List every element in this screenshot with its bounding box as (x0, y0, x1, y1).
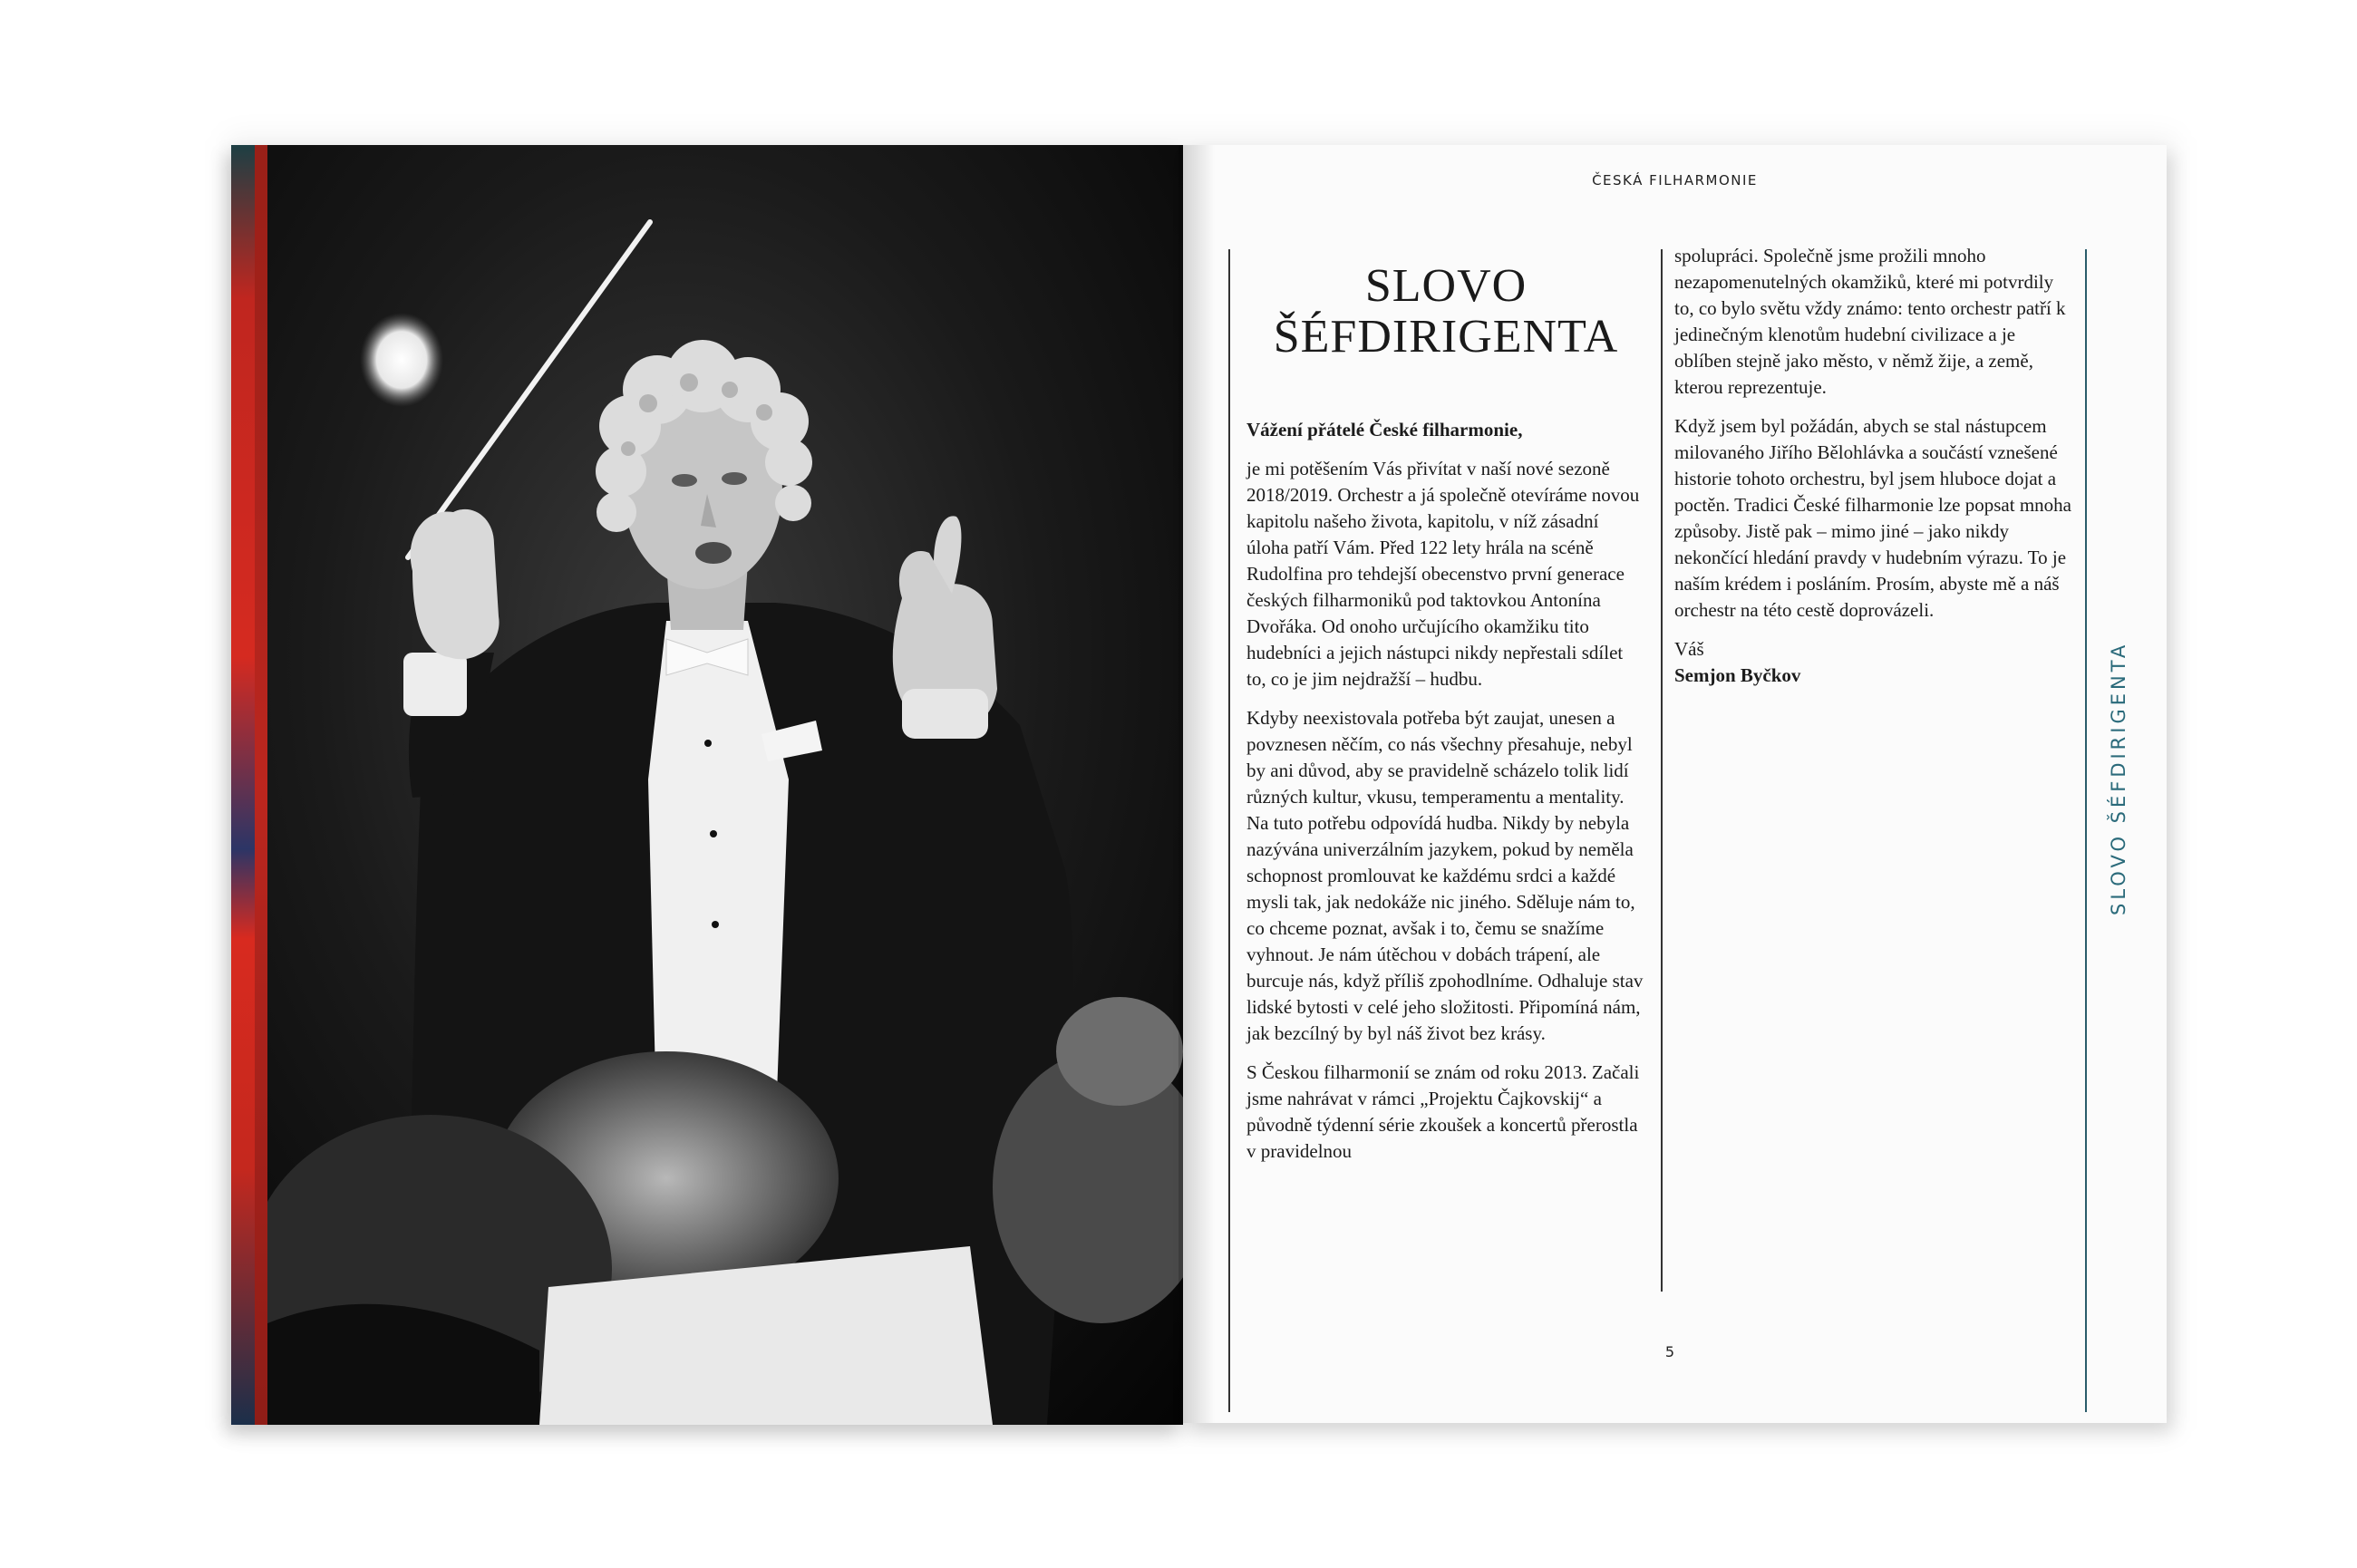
page-edge-stripe (231, 145, 255, 1425)
paragraph: spolupráci. Společně jsme prožili mnoho nezapomenutelných okamžiků, které mi potvrdily to, co bylo světu vždy známo: tento orchestr patří k jedinečným klenotům hudební civilizace a je oblíben stejně jako město, v němž žije, a země, kterou reprezentuje. (1674, 245, 2066, 398)
column-rule-right (2085, 249, 2087, 1412)
vertical-section-label: SLOVO ŠÉFDIRIGENTA (2108, 641, 2129, 915)
paragraph: S Českou filharmonií se znám od roku 2013. Začali jsme nahrávat v rámci „Projektu Čajkovskij“ a původně týdenní série zkoušek a koncertů přerostla v pravidelnou (1246, 1061, 1640, 1162)
signature: Semjon Byčkov (1674, 664, 1801, 686)
page-edge-stripe-inner (255, 145, 267, 1425)
right-page (1183, 145, 2167, 1423)
conductor-photo (267, 145, 1183, 1425)
paragraph: Kdyby neexistovala potřeba být zaujat, unesen a povznesen něčím, co nás všechny přesahuje, nebyl by ani důvod, aby se pravidelně scházelo tolik lidí různých kultur, vkusu, temperamentu a mentality. Na tuto potřebu odpovídá hudba. Nikdy by nebyla nazývána univerzálním jazykem, pokud by neměla schopnost promlouvat ke každému srdci a každé mysli tak, jak nedokáže nic jiného. Sděluje nám to, co chceme poznat, avšak i to, čemu se snažíme vyhnout. Je nám útěchou v dobách trápení, ale burcuje nás, když příliš zpohodlníme. Odhaluje stav lidské bytosti v celé jeho složitosti. Připomíná nám, jak bezcílný by byl náš život bez krásy. (1246, 707, 1644, 1044)
running-head: ČESKÁ FILHARMONIE (1592, 172, 1758, 189)
paragraph: Když jsem byl požádán, abych se stal nástupcem milovaného Jiřího Bělohlávka a součástí vznešené historie tohoto orchestru, byl jsem hluboce dojat a poctěn. Tradici České filharmonie lze popsat mnoha způsoby. Jistě pak – mimo jiné – jako nikdy nekončící hledání pravdy v hudebním výrazu. To je naším krédem i posláním. Prosím, abyste mě a náš orchestr na této cestě doprovázeli. (1674, 415, 2071, 621)
page-number: 5 (1664, 1343, 1675, 1360)
salutation: Vážení přátelé České filharmonie, (1246, 419, 1523, 440)
text-column-1 (1246, 245, 1645, 1177)
title-line-1: SLOVO (1364, 260, 1528, 312)
text-column-2 (1674, 243, 2073, 702)
page-title (1246, 261, 1645, 363)
left-page-photo (231, 145, 1183, 1425)
book-gutter (1178, 145, 1215, 1423)
stage-light (360, 313, 443, 407)
paragraph: je mi potěšením Vás přivítat v naší nové sezoně 2018/2019. Orchestr a já společně otevíráme novou kapitolu našeho života, kapitolu, v níž zásadní úloha patří Vám. Před 122 lety hrála na scéně Rudolfina pro tehdejší obecenstvo první generace českých filharmoniků pod taktovkou Antonína Dvořáka. Od onoho určujícího okamžiku tito hudebníci a jejich nástupci nikdy nepřestali sdílet to, co je jim nejdražší – hudbu. (1246, 458, 1640, 690)
column-rule-middle (1661, 249, 1663, 1292)
closing: Váš (1674, 638, 1704, 660)
title-line-2: ŠÉFDIRIGENTA (1273, 311, 1619, 363)
column-rule-left (1228, 249, 1230, 1412)
